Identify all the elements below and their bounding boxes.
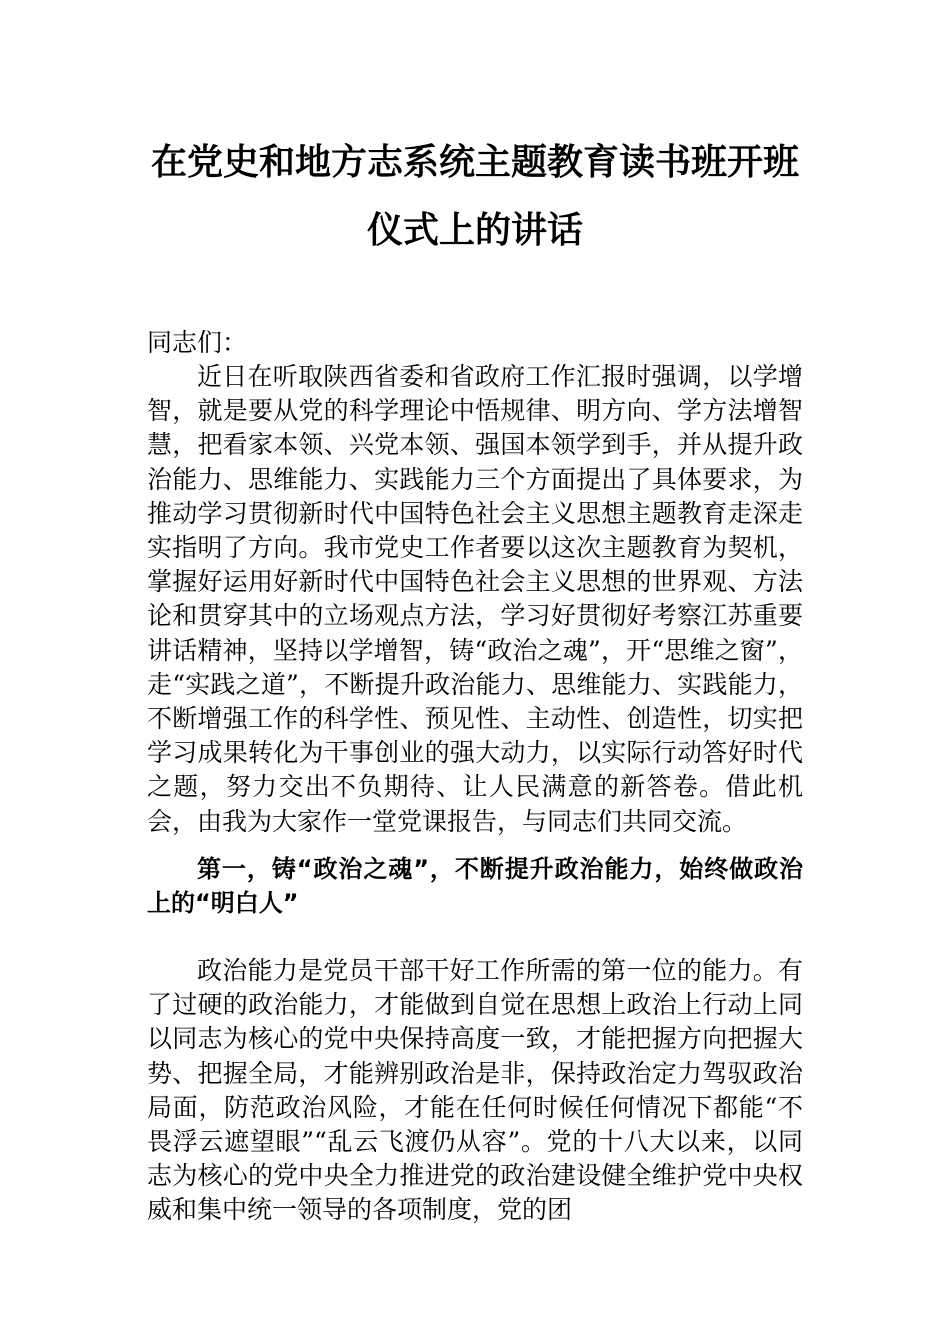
section-heading-1: 第一，铸“政治之魂”，不断提升政治能力，始终做政治上的“明白人” (147, 855, 803, 918)
salutation: 同志们： (147, 328, 248, 357)
title-line-1: 在党史和地方志系统主题教育读书班开班 (150, 141, 799, 183)
document-title (147, 128, 803, 264)
body-paragraph-1: 近日在听取陕西省委和省政府工作汇报时强调，以学增智，就是要从党的科学理论中悟规律、明方向、学方法增智慧，把看家本领、兴党本领、强国本领学到手，并从提升政治能力、思维能力、实践能力三个方面提出了具体要求，为推动学习贯彻新时代中国特色社会主义思想主题教育走深走实指明了方向。我市党史工作者要以这次主题教育为契机，掌握好运用好新时代中国特色社会主义思想的世界观、方法论和贯穿其中的立场观点方法，学习好贯彻好考察江苏重要讲话精神，坚持以学增智，铸“政治之魂”，开“思维之窗”，走“实践之道”，不断提升政治能力、思维能力、实践能力，不断增强工作的科学性、预见性、主动性、创造性，切实把学习成果转化为干事创业的强大动力，以实际行动答好时代之题，努力交出不负期待、让人民满意的新答卷。借此机会，由我为大家作一堂党课报告，与同志们共同交流。 (147, 362, 803, 836)
body-paragraph-2: 政治能力是党员干部干好工作所需的第一位的能力。有了过硬的政治能力，才能做到自觉在思想上政治上行动上同以同志为核心的党中央保持高度一致，才能把握方向把握大势、把握全局，才能辨别政治是非，保持政治定力驾驭政治局面，防范政治风险，才能在任何时候任何情况下都能“不畏浮云遮望眼”“乱云飞渡仍从容”。党的十八大以来，以同志为核心的党中央全力推进党的政治建设健全维护党中央权威和集中统一领导的各项制度，党的团 (147, 956, 803, 1225)
title-line-2: 仪式上的讲话 (366, 209, 583, 251)
